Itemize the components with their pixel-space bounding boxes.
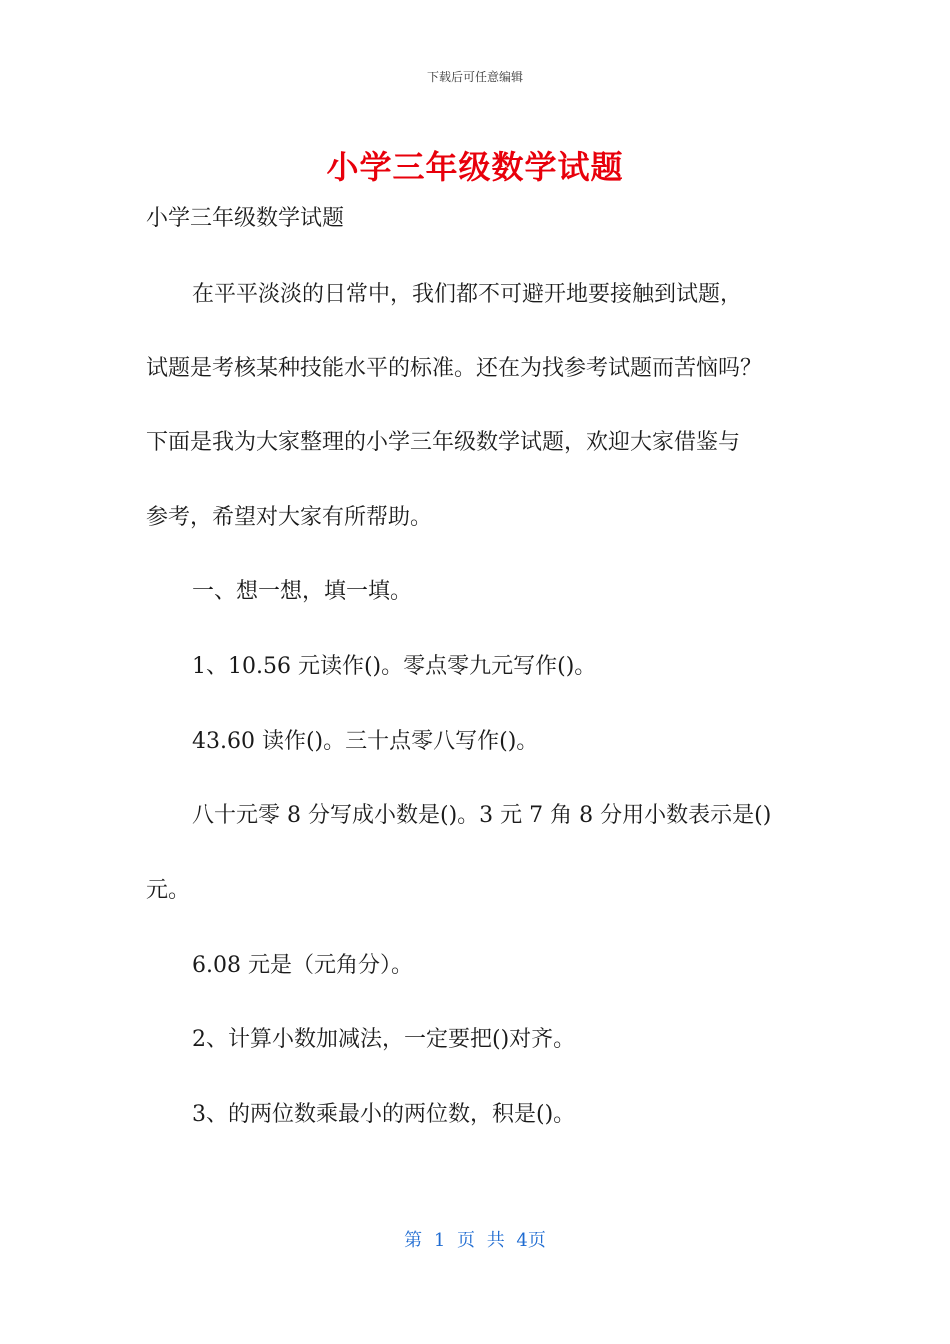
question-line: 八十元零 8 分写成小数是()。3 元 7 角 8 分用小数表示是() <box>192 803 772 828</box>
paragraph-line: 在平平淡淡的日常中，我们都不可避开地要接触到试题， <box>192 282 743 307</box>
page-footer: 第 1 页 共 4页 <box>404 1230 546 1251</box>
question-line: 6.08 元是（元角分）。 <box>192 953 413 978</box>
header-note: 下载后可任意编辑 <box>426 70 523 84</box>
question-line: 1、10.56 元读作()。零点零九元写作()。 <box>192 654 597 679</box>
document-title: 小学三年级数学试题 <box>326 148 624 186</box>
paragraph-line: 试题是考核某种技能水平的标准。还在为找参考试题而苦恼吗？ <box>146 356 763 381</box>
paragraph-line: 下面是我为大家整理的小学三年级数学试题，欢迎大家借鉴与 <box>146 430 741 455</box>
question-line: 3、的两位数乘最小的两位数，积是()。 <box>192 1102 576 1127</box>
question-line: 2、计算小数加减法，一定要把()对齐。 <box>192 1027 576 1052</box>
section-heading: 一、想一想，填一填。 <box>192 579 413 604</box>
question-line: 元。 <box>146 878 191 903</box>
paragraph-line: 参考，希望对大家有所帮助。 <box>146 505 433 530</box>
question-line: 43.60 读作()。三十点零八写作()。 <box>192 729 539 754</box>
subtitle-line: 小学三年级数学试题 <box>146 206 345 231</box>
